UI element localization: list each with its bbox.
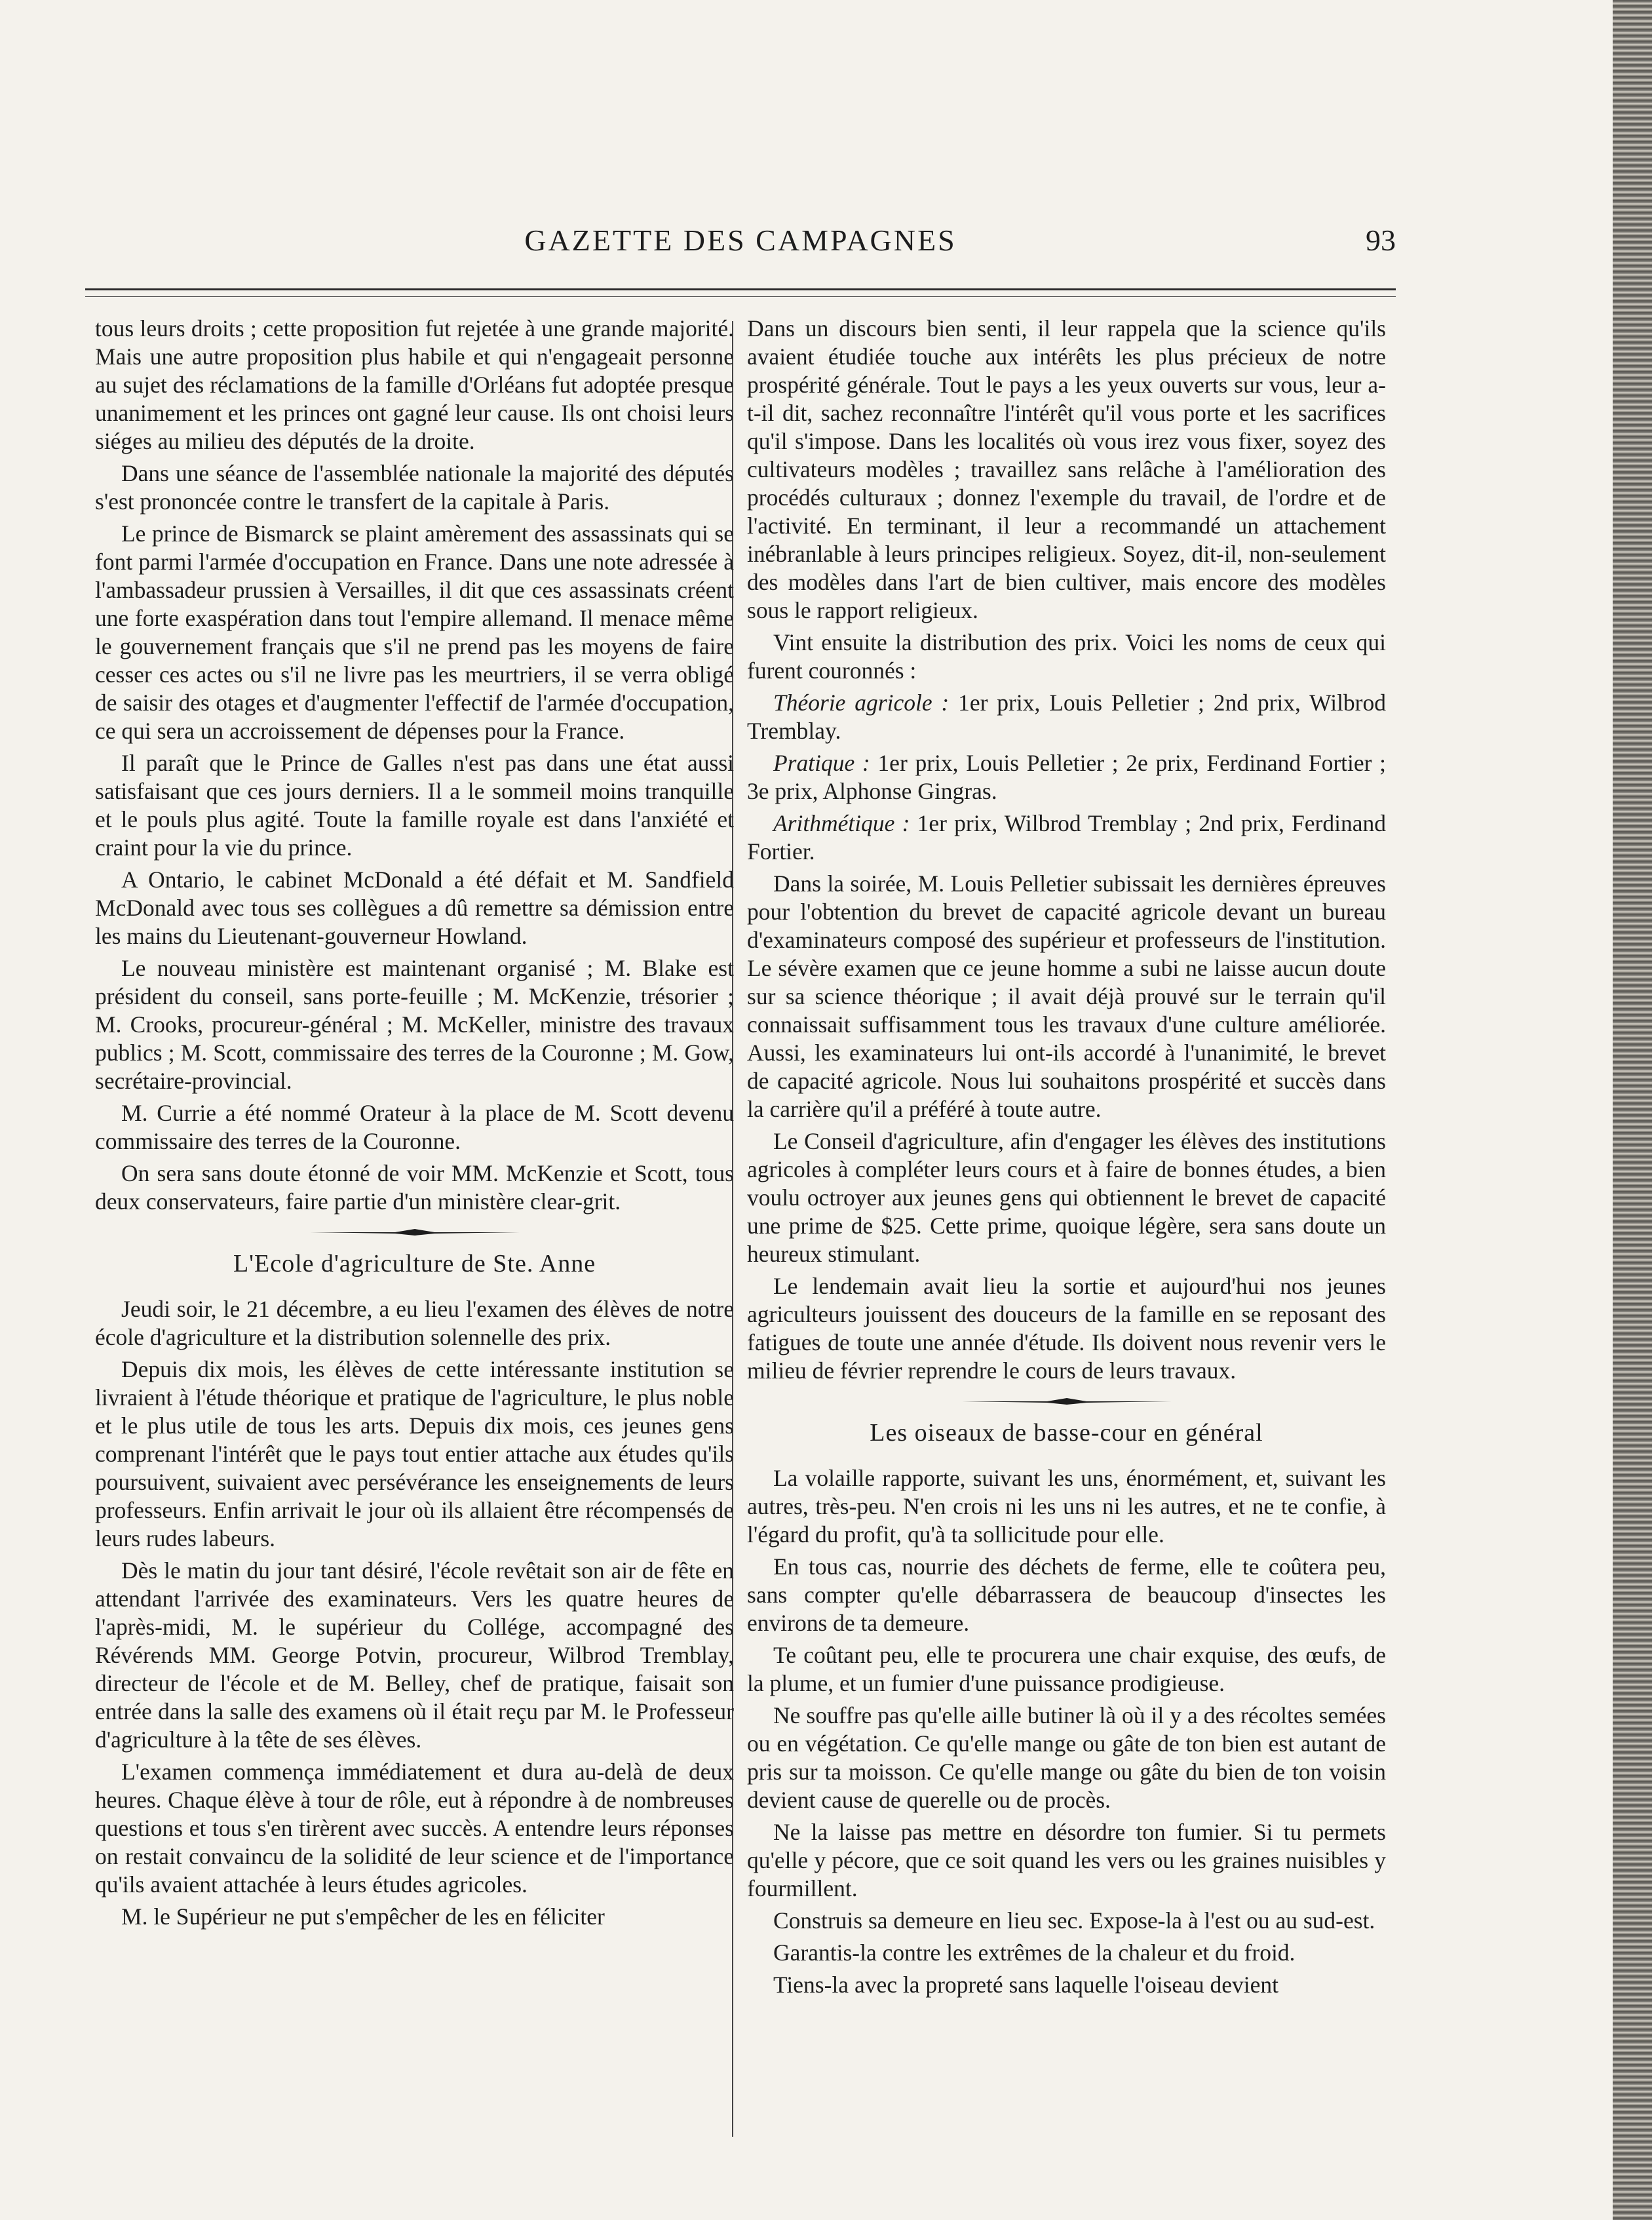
left-column — [95, 315, 734, 1935]
article-paragraph: Garantis-la contre les extrêmes de la chaleur et du froid. — [773, 1939, 1296, 1966]
article-paragraph: M. le Supérieur ne put s'empêcher de les en féliciter — [121, 1903, 605, 1930]
article-paragraph: Le nouveau ministère est maintenant organisé ; M. Blake est président du conseil, sans porte-feuille ; M. McKenzie, trésorier ; M. Crooks, procureur-général ; M. McKeller, ministre des travaux publics ; M. Scott, commissaire des terres de la Couronne ; M. Gow, secrétaire-provincial. — [95, 955, 734, 1094]
page-number: 93 — [1366, 224, 1396, 257]
article-paragraph: Jeudi soir, le 21 décembre, a eu lieu l'examen des élèves de notre école d'agriculture et la distribution solennelle des prix. — [95, 1296, 734, 1350]
article-paragraph: Dès le matin du jour tant désiré, l'école revêtait son air de fête en attendant l'arrivée des examinateurs. Vers les quatre heures de l'après-midi, M. le supérieur du Collége, accompagné des Révérends MM. George Potvin, procureur, Wilbrod Tremblay, directeur de l'école et de M. Belley, chef de pratique, faisait son entrée dans la salle des examens où il était reçu par M. le Professeur d'agriculture à la tête de ses élèves. — [95, 1557, 734, 1753]
prize-winners: 1er prix, Louis Pelletier ; 2nd prix, Wilbrod Tremblay. — [747, 690, 1387, 744]
article-paragraph: Construis sa demeure en lieu sec. Expose-la à l'est ou au sud-est. — [773, 1907, 1375, 1934]
publication-title: GAZETTE DES CAMPAGNES — [524, 224, 957, 257]
article-paragraph: En tous cas, nourrie des déchets de ferme, elle te coûtera peu, sans compter qu'elle débarrassera de beaucoup d'insectes les environs de ta demeure. — [747, 1553, 1386, 1636]
article-paragraph: Ne souffre pas qu'elle aille butiner là où il y a des récoltes semées ou en végétation. Ce qu'elle mange ou gâte de ton bien est autant de pris sur ta moisson. Ce qu'elle mange ou gâte du bien de ton voisin devient cause de querelle ou de procès. — [747, 1702, 1386, 1813]
prize-subject: Pratique : — [773, 750, 870, 776]
section-heading: Les oiseaux de basse-cour en général — [870, 1419, 1263, 1447]
article-paragraph: Le Conseil d'agriculture, afin d'engager les élèves des institutions agricoles à compléter leurs cours et à faire de bonnes études, a bien voulu octroyer aux jeunes gens qui obtiennent le brevet de capacité une prime de $25. Cette prime, quoique légère, sera sans doute un heureux stimulant. — [747, 1128, 1386, 1267]
prize-entry — [747, 749, 1386, 806]
header-rule-thin — [85, 296, 1396, 297]
article-paragraph: Dans un discours bien senti, il leur rappela que la science qu'ils avaient étudiée touche aux intérêts les plus précieux de notre prospérité générale. Tout le pays a les yeux ouverts sur vous, leur a-t-il dit, sachez reconnaître l'intérêt qu'il vous porte et les sacrifices qu'il s'impose. Dans les localités où vous irez vous fixer, soyez des cultivateurs modèles ; travaillez sans relâche à l'amélioration des procédés culturaux ; donnez l'exemple du travail, de l'ordre et de l'activité. En terminant, il leur a recommandé un attachement inébranlable à leurs principes religieux. Soyez, dit-il, non-seulement des modèles dans l'art de bien cultiver, mais encore des modèles sous le rapport religieux. — [747, 315, 1386, 623]
article-paragraph: On sera sans doute étonné de voir MM. McKenzie et Scott, tous deux conservateurs, faire partie d'un ministère clear-grit. — [95, 1160, 734, 1215]
article-paragraph: L'examen commença immédiatement et dura au-delà de deux heures. Chaque élève à tour de rôle, eut à répondre à de nombreuses questions et tous s'en tirèrent avec succès. A entendre leurs réponses on restait convaincu de la solidité de leur science et de l'importance qu'ils avaient attachée à leurs études agricoles. — [95, 1759, 734, 1898]
article-paragraph: La volaille rapporte, suivant les uns, énormément, et, suivant les autres, très-peu. N'en crois ni les uns ni les autres, et ne te confie, à l'égard du profit, qu'à ta sollicitude pour elle. — [747, 1465, 1386, 1548]
scanned-page-edge — [1613, 0, 1652, 2220]
article-paragraph: tous leurs droits ; cette proposition fut rejetée à une grande majorité. Mais une autre proposition plus habile et qui n'engageait personne au sujet des réclamations de la famille d'Orléans fut adoptée presque unanimement et les princes ont gagné leur cause. Ils ont choisi leurs siéges au milieu des députés de la droite. — [95, 315, 734, 454]
article-paragraph: Dans une séance de l'assemblée nationale la majorité des députés s'est prononcée contre le transfert de la capitale à Paris. — [95, 460, 734, 515]
article-paragraph: Ne la laisse pas mettre en désordre ton fumier. Si tu permets qu'elle y pécore, que ce soit quand les vers ou les graines nuisibles y fourmillent. — [747, 1819, 1386, 1901]
article-paragraph: Te coûtant peu, elle te procurera une chair exquise, des œufs, de la plume, et un fumier d'une puissance prodigieuse. — [747, 1642, 1386, 1696]
prize-entry — [747, 689, 1386, 745]
page-header — [85, 223, 1396, 269]
header-rule — [85, 288, 1396, 290]
prize-entry — [747, 809, 1386, 866]
article-paragraph: Tiens-la avec la propreté sans laquelle l'oiseau devient — [773, 1972, 1279, 1998]
prize-winners: 1er prix, Wilbrod Tremblay ; 2nd prix, Ferdinand Fortier. — [747, 810, 1386, 865]
section-heading: L'Ecole d'agriculture de Ste. Anne — [233, 1250, 596, 1277]
prize-subject: Arithmétique : — [773, 810, 910, 836]
right-column — [747, 315, 1386, 2003]
section-ornament — [962, 1397, 1172, 1406]
article-paragraph: M. Currie a été nommé Orateur à la place de M. Scott devenu commissaire des terres de la Couronne. — [95, 1100, 734, 1154]
prize-subject: Théorie agricole : — [773, 690, 950, 716]
article-paragraph: Dans la soirée, M. Louis Pelletier subissait les dernières épreuves pour l'obtention du brevet de capacité agricole devant un bureau d'examinateurs composé des supérieur et professeurs de l'institution. Le sévère examen que ce jeune homme a subi ne laisse aucun doute sur sa science théorique ; il avait déjà prouvé sur le terrain qu'il connaissait suffisamment tous les travaux d'une culture améliorée. Aussi, les examinateurs lui ont-ils accordé à l'unanimité, le brevet de capacité agricole. Nous lui souhaitons prospérité et succès dans la carrière qu'il a préféré à toute autre. — [747, 870, 1386, 1122]
section-ornament — [310, 1228, 520, 1237]
article-paragraph: Depuis dix mois, les élèves de cette intéressante institution se livraient à l'étude théorique et pratique de l'agriculture, le plus noble et le plus utile de tous les arts. Depuis dix mois, ces jeunes gens comprenant l'intérêt que le pays tout entier attache aux études qu'ils poursuivent, suivaient avec persévérance les enseignements de leurs professeurs. Enfin arrivait le jour où ils allaient être récompensés de leurs rudes labeurs. — [95, 1356, 734, 1551]
prize-winners: 1er prix, Louis Pelletier ; 2e prix, Ferdinand Fortier ; 3e prix, Alphonse Gingras. — [747, 750, 1386, 804]
article-paragraph: A Ontario, le cabinet McDonald a été défait et M. Sandfield McDonald avec tous ses collègues a dû remettre sa démission entre les mains du Lieutenant-gouverneur Howland. — [95, 867, 734, 949]
article-paragraph: Il paraît que le Prince de Galles n'est pas dans une état aussi satisfaisant que ces jours derniers. Il a le sommeil moins tranquille et le pouls plus agité. Toute la famille royale est dans l'anxiété et craint pour la vie du prince. — [95, 750, 734, 861]
article-paragraph: Vint ensuite la distribution des prix. Voici les noms de ceux qui furent couronnés : — [747, 629, 1386, 684]
article-paragraph: Le prince de Bismarck se plaint amèrement des assassinats qui se font parmi l'armée d'occupation en France. Dans une note adressée à l'ambassadeur prussien à Versailles, il dit que ces assassinats créent une forte exaspération dans tout l'empire allemand. Il menace même le gouvernement français que s'il ne prend pas les moyens de faire cesser ces actes ou s'il ne livre pas les meurtriers, il se verra obligé de saisir des otages et d'augmenter l'effectif de l'armée d'occupation, ce qui sera un accroissement de dépenses pour la France. — [95, 520, 734, 744]
article-paragraph: Le lendemain avait lieu la sortie et aujourd'hui nos jeunes agriculteurs jouissent des douceurs de la famille en se reposant des fatigues de toute une année d'étude. Ils doivent nous revenir vers le milieu de février reprendre le cours de leurs travaux. — [747, 1273, 1386, 1384]
